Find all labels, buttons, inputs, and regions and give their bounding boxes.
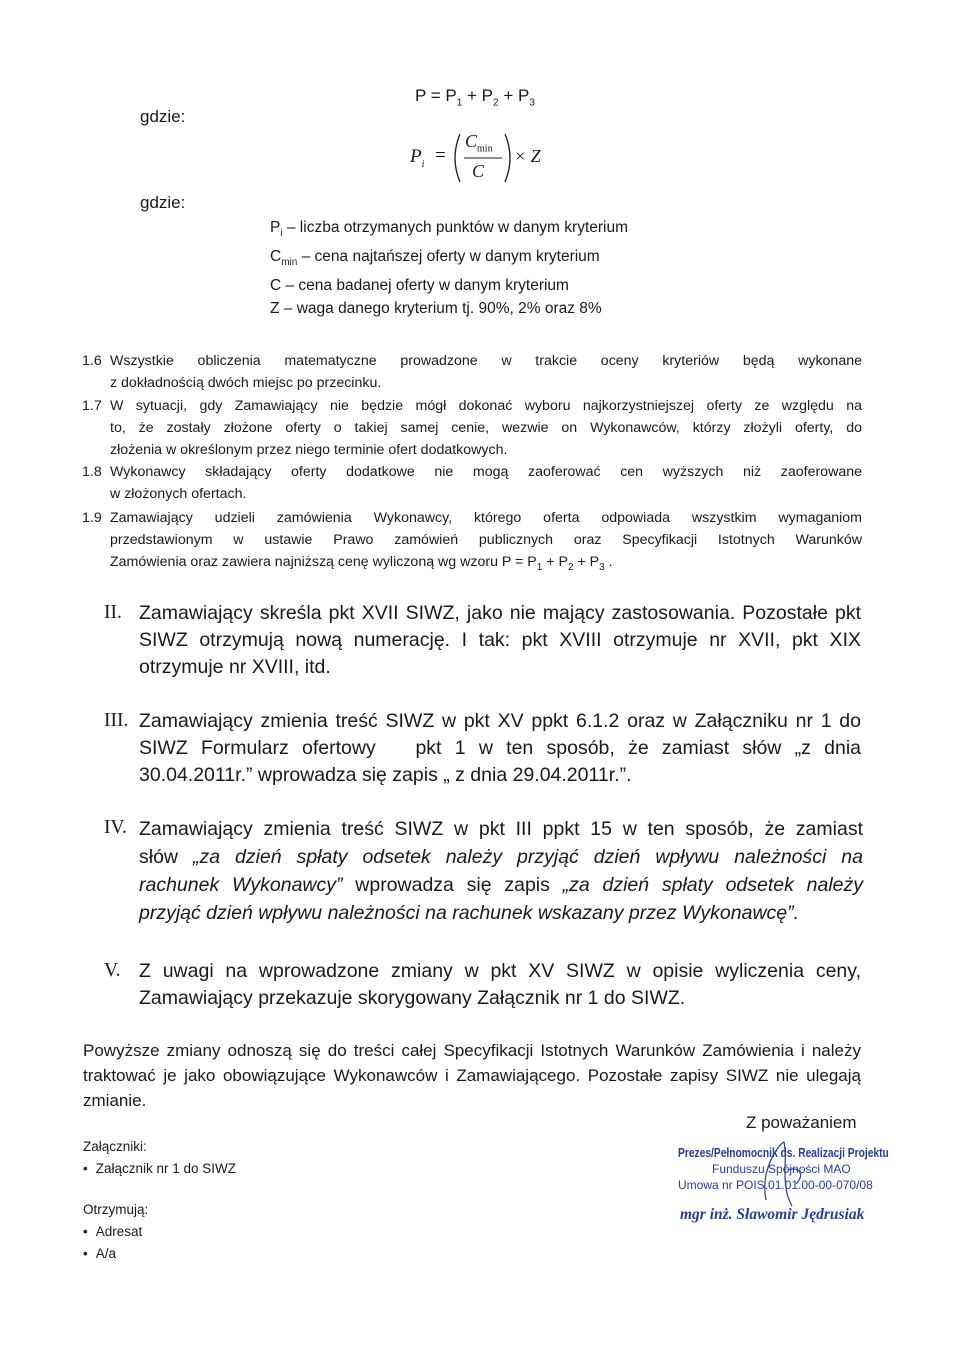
signature-scribble (758, 1140, 818, 1208)
recipients-block (83, 1199, 148, 1265)
signatory-name: mgr inż. Sławomir Jędrusiak (680, 1206, 865, 1223)
definition-pi: $P_i$ – liczba otrzymanych punktów w danym kryterium (270, 219, 629, 240)
gdzie-label-2: gdzie: (140, 193, 186, 212)
gdzie-label-1: gdzie: (140, 107, 186, 126)
definition-z: Z – waga danego kryterium tj. 90%, 2% oraz 8% (270, 300, 602, 318)
section-III: Zamawiający zmienia treść SIWZ w pkt XV ppkt 6.1.2 oraz w Załączniku nr 1 do SIWZ Formularz ofertowy pkt 1 w ten sposób, że zamiast słów „z dnia 30.04.2011r.” wprowadza się zapis „ z dnia 29.04.2011r.”. (139, 710, 861, 786)
point-1-7: 1.7 W sytuacji, gdy Zamawiający nie będzie mógł dokonać wyboru najkorzystniejszej oferty ze względu na to, że zostały złożone oferty o takiej samej cenie, wezwie on Wykonawców, którzy złożyli oferty, do złożenia w określonym przez niego terminie ofert dodatkowych. (82, 398, 862, 458)
section-IV-number: IV. (104, 817, 127, 838)
fraction-numerator: $C_{min}$ (465, 131, 493, 155)
attachments-heading: Załączniki: (83, 1139, 147, 1154)
recipients-heading: Otrzymują: (83, 1202, 149, 1217)
regards: Z poważaniem (746, 1113, 857, 1132)
formula-fraction: $P_i$ = $C_{min}$ C × Z (410, 128, 540, 188)
section-III-number: III. (104, 710, 129, 731)
definitions-list (270, 216, 628, 320)
section-V: Z uwagi na wprowadzone zmiany w pkt XV SIWZ w opisie wyliczenia ceny, Zamawiający przekazuje skorygowany Załącznik nr 1 do SIWZ. (139, 960, 861, 1009)
point-1-9: 1.9 Zamawiający udzieli zamówienia Wykonawcy, którego oferta odpowiada wszystkim wymaganiom przedstawionym w ustawie Prawo zamówień publicznych oraz Specyfikacji Istotnych Warunków Zamówienia oraz zawiera najniższą cenę wyliczoną wg wzoru $P = P_1 + P_2 + P_3$ . (82, 510, 862, 573)
formula-sum: $P = P_1 + P_2 + P_3$ (415, 86, 535, 109)
closing-paragraph: Powyższe zmiany odnoszą się do treści całej Specyfikacji Istotnych Warunków Zamówienia i należy traktować je jako obowiązujące Wykonawców i Zamawiającego. Pozostałe zapisy SIWZ nie ulegają zmianie. (83, 1041, 861, 1110)
definition-c: C – cena badanej oferty w danym kryterium (270, 277, 569, 295)
section-II: Zamawiający skreśla pkt XVII SIWZ, jako nie mający zastosowania. Pozostałe pkt SIWZ otrzymują nową numerację. I tak: pkt XVIII otrzymuje nr XVII, pkt XIX otrzymuje nr XVIII, itd. (139, 602, 861, 678)
recipient-item: • A/a (83, 1246, 116, 1261)
point-1-6: 1.6 Wszystkie obliczenia matematyczne prowadzone w trakcie oceny kryteriów będą wykonane z dokładnością dwóch miejsc po przecinku. (82, 353, 862, 391)
section-II-number: II. (104, 602, 122, 623)
points-section (82, 350, 862, 579)
section-IV: Zamawiający zmienia treść SIWZ w pkt III ppkt 15 w ten sposób, że zamiast słów „za dzień spłaty odsetek należy przyjąć dzień wpływu należności na rachunek Wykonawcy” wprowadza się zapis „za dzień spłaty odsetek należy przyjąć dzień wpływu należności na rachunek wskazany przez Wykonawcę”. (139, 818, 863, 924)
attachment-item: • Załącznik nr 1 do SIWZ (83, 1161, 237, 1176)
section-V-number: V. (104, 960, 121, 981)
recipient-item: • Adresat (83, 1224, 143, 1239)
official-stamp: Prezes/Pełnomocnik ds. Realizacji Projektu Funduszu Spójności MAO Umowa nr POIS.01.01.00-00-070/08 mgr inż. Sławomir Jędrusiak (678, 1146, 893, 1224)
attachments-block (83, 1136, 236, 1180)
definition-cmin: $C_{min}$ – cena najtańszej oferty w danym kryterium (270, 248, 600, 269)
fraction-denominator: C (472, 161, 485, 181)
point-1-8: 1.8 Wykonawcy składający oferty dodatkowe nie mogą zaoferować cen wyższych niż zaoferowane w złożonych ofertach. (82, 464, 862, 502)
